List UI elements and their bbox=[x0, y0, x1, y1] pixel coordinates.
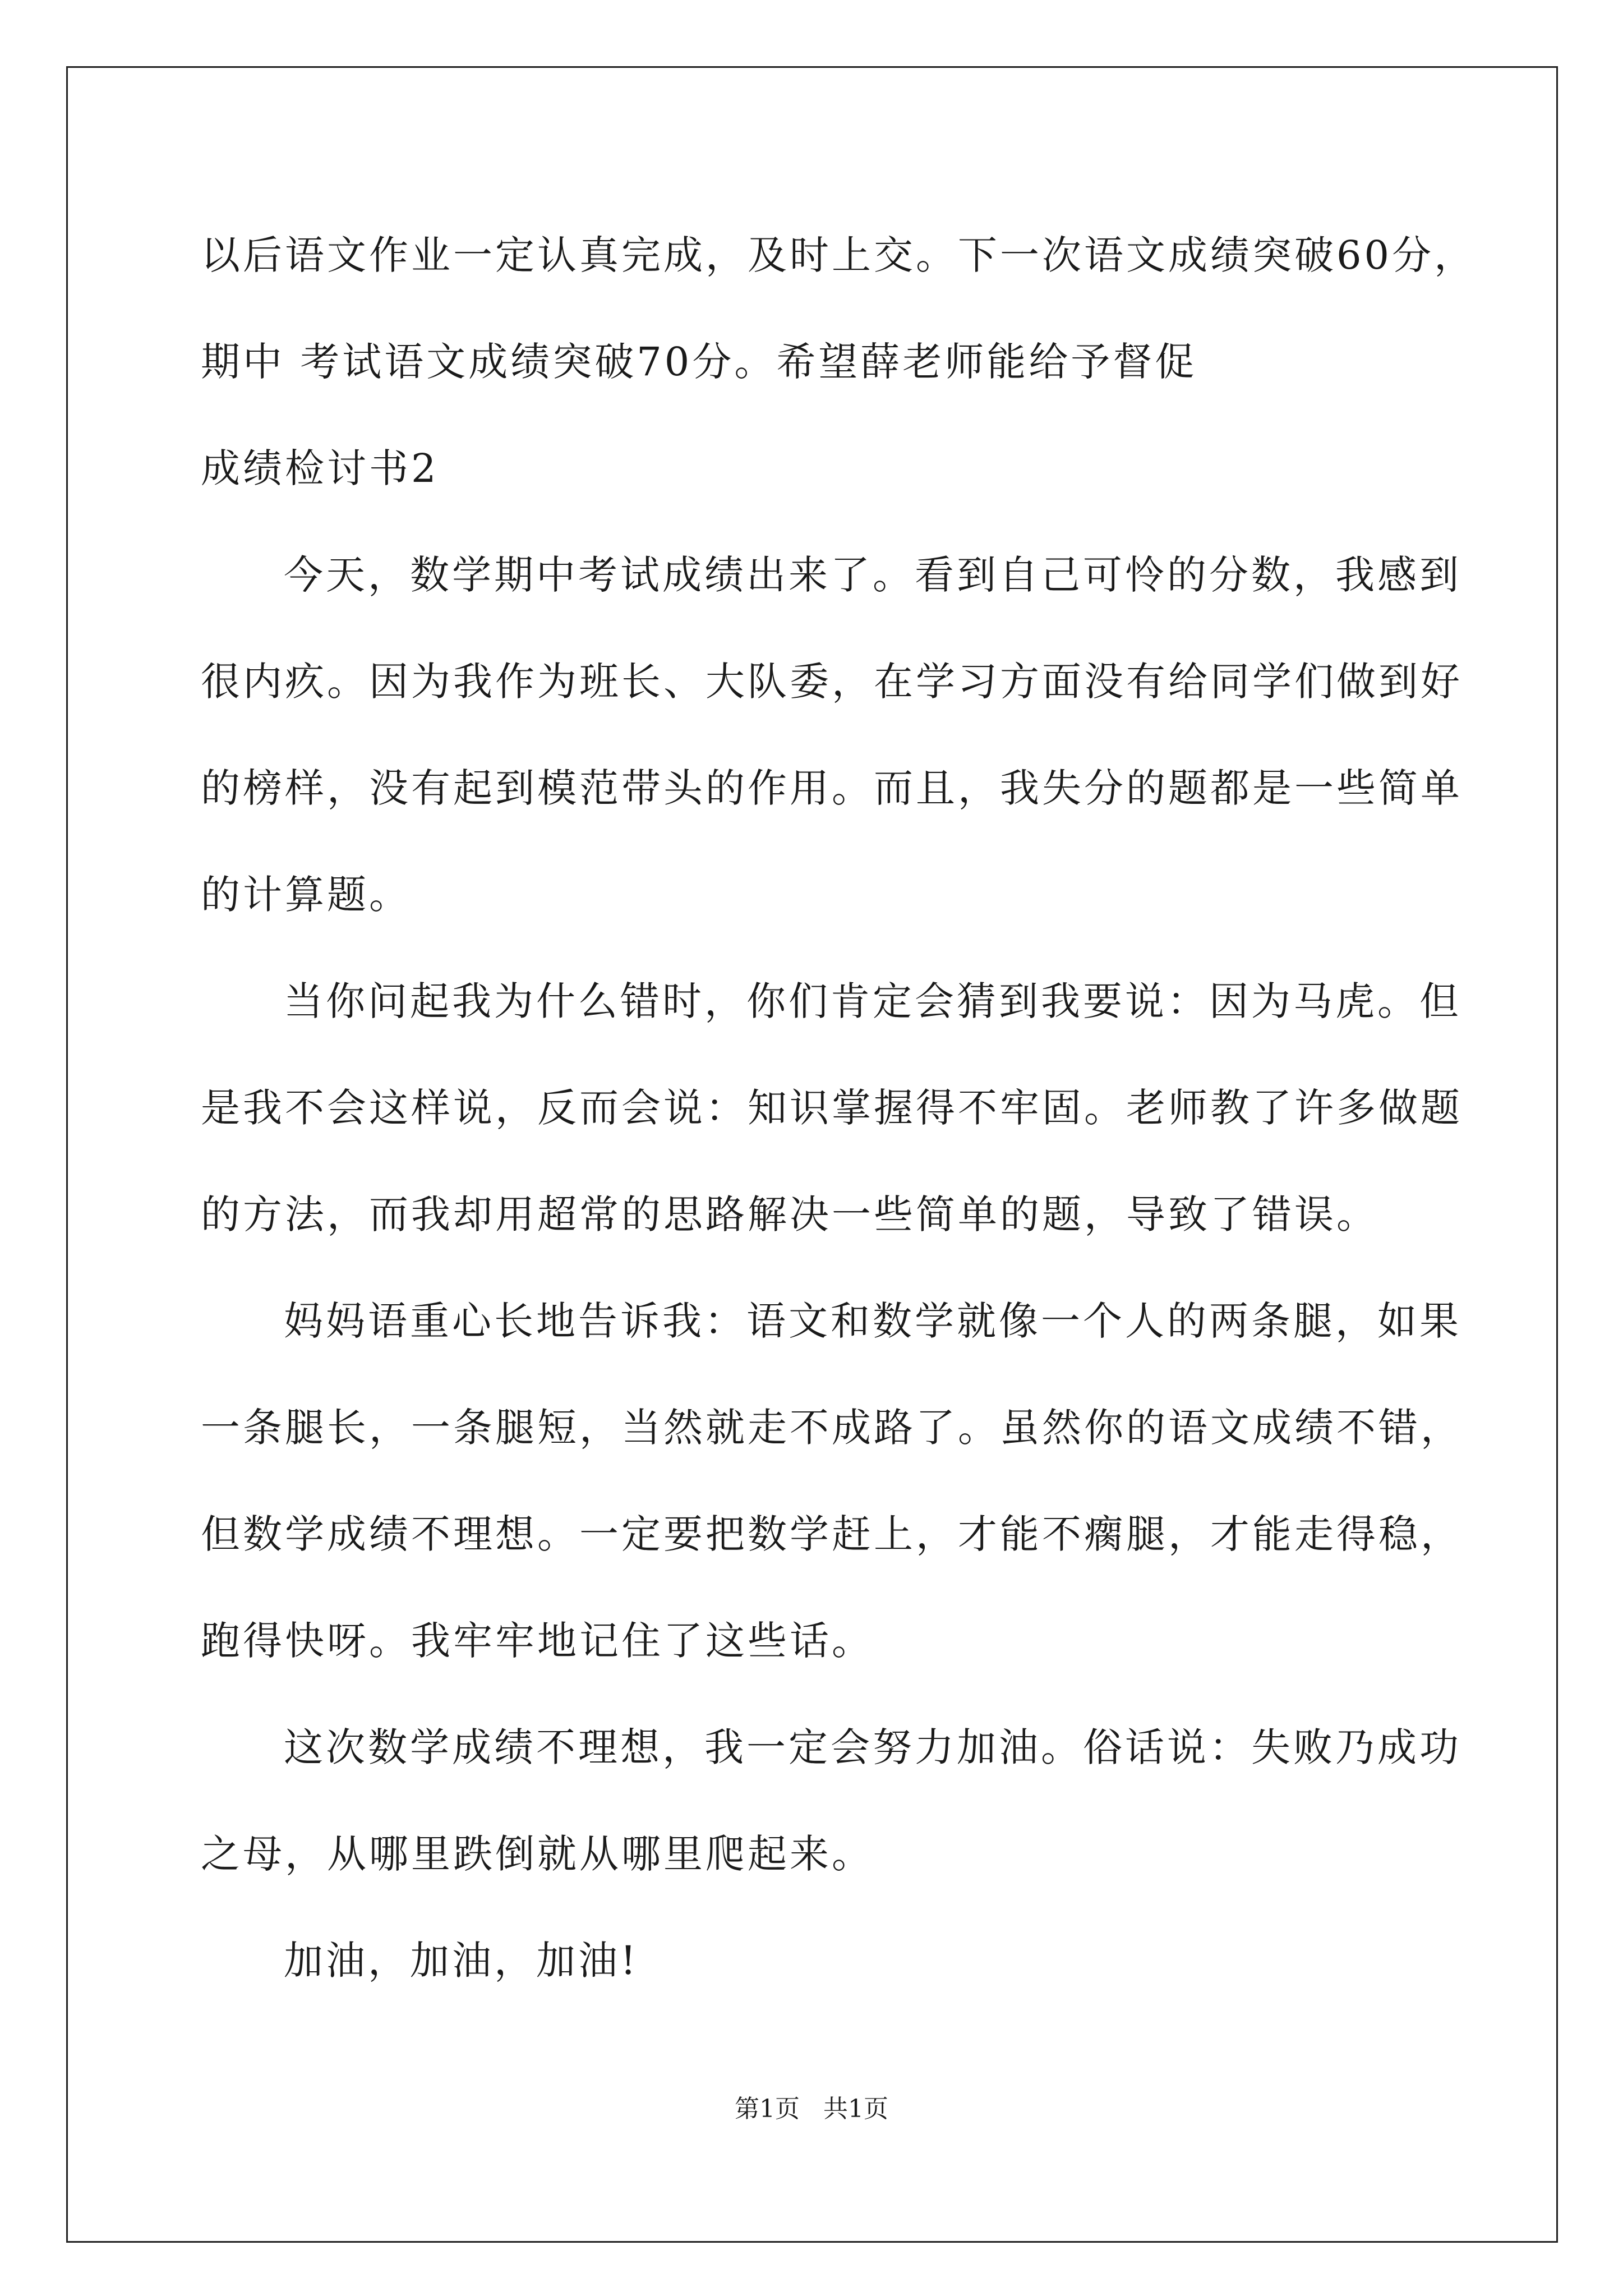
text-line: 跑得快呀。我牢牢地记住了这些话。 bbox=[201, 1618, 874, 1664]
document-body bbox=[201, 202, 1477, 2014]
text-line: 的方法，而我却用超常的思路解决一些简单的题，导致了错误。 bbox=[201, 1191, 1378, 1237]
text-line: 以后语文作业一定认真完成，及时上交。下一次语文成绩突破60分， bbox=[201, 232, 1477, 278]
text-line: 这次数学成绩不理想，我一定会努力加油。俗话说：失败乃成功 bbox=[284, 1724, 1461, 1770]
text-line: 是我不会这样说，反而会说：知识掌握得不牢固。老师教了许多做题 bbox=[201, 1085, 1463, 1131]
text-line: 但数学成绩不理想。一定要把数学赶上，才能不瘸腿，才能走得稳， bbox=[201, 1511, 1463, 1557]
text-line: 一条腿长，一条腿短，当然就走不成路了。虽然你的语文成绩不错， bbox=[201, 1405, 1463, 1451]
page-number: 第1页 共1页 bbox=[735, 2095, 888, 2123]
text-line: 期中 考试语文成绩突破70分。希望薛老师能给予督促 bbox=[201, 339, 1197, 385]
text-line: 妈妈语重心长地告诉我：语文和数学就像一个人的两条腿，如果 bbox=[284, 1298, 1461, 1344]
text-line: 之母，从哪里跌倒就从哪里爬起来。 bbox=[201, 1831, 874, 1877]
text-line: 当你问起我为什么错时，你们肯定会猜到我要说：因为马虎。但 bbox=[284, 978, 1461, 1024]
text-line: 的计算题。 bbox=[201, 872, 411, 918]
text-line: 很内疚。因为我作为班长、大队委，在学习方面没有给同学们做到好 bbox=[201, 659, 1463, 705]
text-line: 加油，加油，加油! bbox=[284, 1938, 639, 1984]
text-line: 的榜样，没有起到模范带头的作用。而且，我失分的题都是一些简单 bbox=[201, 765, 1463, 811]
section-title: 成绩检讨书2 bbox=[201, 445, 439, 491]
text-line: 今天，数学期中考试成绩出来了。看到自己可怜的分数，我感到 bbox=[284, 552, 1461, 598]
